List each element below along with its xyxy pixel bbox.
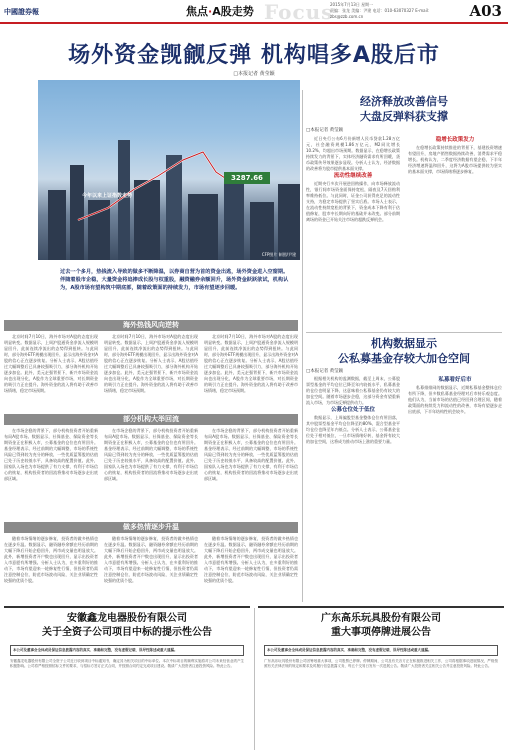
index-value-badge: 3287.66	[224, 172, 270, 184]
subsection-title: 私募看好后市	[438, 377, 472, 383]
section-3-col-3	[204, 536, 298, 602]
article-paragraph: 近期央行多次开展逆回购操作，向市场释放流动性，银行间市场资金面保持宽松，隔夜及7天回购利率维持低位。与此同时，证金公司获得充足的流动性支持，为稳定市场提供了坚实后盾。市场人士表示，在流动性持续宽松的背景下，资金成本下降有利于估值修复，股市中长期向好的基础并未改变。部分前期离场的资金已开始关注市场的超跌反弹机会。	[306, 181, 400, 222]
right-bottom-title	[306, 336, 502, 366]
ad-company-name: 安徽鑫龙电器股份有限公司	[67, 613, 187, 624]
lead-paragraph: 过去一个多月，热钱流入导致的做多不断降温，以券商自营为首的资金出逃，场外资金进入空窗期。伴随着股市企稳，大量资金将追捧成长股与权重股，融资融券余额回升，场外资金跃跃欲试，机构认为，A股市场有望构筑中期底部，随着政策面的持续发力，市场有望逐步回暖。	[60, 269, 289, 291]
issue-date: 2015年7月13日 星期一	[330, 2, 374, 7]
ad-divider	[254, 608, 255, 750]
right-top-column-2	[408, 136, 502, 332]
section-1-col-2	[104, 334, 198, 410]
section-divider	[306, 332, 502, 333]
section-bar: 海外热钱风向逆转	[4, 320, 298, 331]
section-topic: A股走势	[212, 5, 254, 18]
section-2-col-1	[4, 428, 98, 520]
right-subhead	[306, 94, 502, 124]
section-1-col-1	[4, 334, 98, 410]
right-bottom-column-1	[306, 376, 400, 602]
right-bottom-title-line2: 公私募基金存较大加仓空间	[338, 352, 470, 365]
article-paragraph: 数据显示，上周偏股型基金整体仓位有所回落，其中股票型基金平均仓位降至约80%，混合型基金平均仓位也降至年内低点。分析人士表示，公募基金仓位处于相对低位，一旦市场情绪好转，基金将有较大的加仓空间，这将成为推动市场上涨的重要力量。	[306, 415, 400, 444]
article-paragraph: 北京时间7月10日，海外市场对A股的态度出现明显转变。数据显示，上周沪股通资金净流入规模明显回升，此前连续净流出的态势得到扭转。与此同时，部分海外ETF规模出现回升，显示出海外资金对A股的信心正在逐步恢复。分析人士表示，A股估值经过大幅调整后已具备较强吸引力，部分海外机构开始逐步加仓。此外，美元走强背景下，新兴市场资金流向也出现分化，A股作为全球重要市场，对长期资金的吸引力正在提升。海外资金的流入将有助于改善市场情绪，稳定市场预期。	[4, 334, 98, 393]
article-paragraph: 北京时间7月10日，海外市场对A股的态度出现明显转变。数据显示，上周沪股通资金净流入规模明显回升，此前连续净流出的态势得到扭转。与此同时，部分海外ETF规模出现回升，显示出海外资金对A股的信心正在逐步恢复。分析人士表示，A股估值经过大幅调整后已具备较强吸引力，部分海外机构开始逐步加仓。此外，美元走强背景下，新兴市场资金流向也出现分化，A股作为全球重要市场，对长期资金的吸引力正在提升。海外资金的流入将有助于改善市场情绪，稳定市场预期。	[204, 334, 298, 393]
column-divider	[302, 90, 303, 602]
section-3-col-1	[4, 536, 98, 602]
page-header	[0, 0, 508, 24]
section-watermark: Focus	[264, 0, 334, 24]
article-paragraph: 在市场企稳的背景下，部分机构投资者开始重新布局A股市场。数据显示，社保基金、保险资金等长期资金正在积极入市，公募基金的仓位也有所回升。基金经理表示，经过前期的大幅调整，市场的系统性风险已得到较为充分的释放，一些优质蓝筹股的估值已处于历史较低水平，具备较高的配置价值。此外，国家队入场也为市场提供了有力支撑，有利于市场信心的恢复，机构投资者的回流将推动市场逐步走出底部区域。	[204, 428, 298, 481]
photo-credit: CFP图片 制图/尹建	[261, 252, 296, 257]
section-title: 焦点·A股走势	[186, 5, 254, 18]
article-paragraph: 近日央行公布6月份新增人民币贷款1.28万亿元，社会融资规模1.86万亿元，M2同比增长10.2%，均超出市场预期。数据显示，在稳增长政策持续发力的背景下，实体经济融资需求有所回暖，货币政策传导效果逐步显现。分析人士认为，经济数据的改善将为股市提供基本面支撑。	[306, 136, 400, 171]
article-paragraph: 随着市场情绪的逐步修复，投资者的做多热情也在逐步升温。数据显示，融资融券余额在经历前期的大幅下降后开始企稳回升，两市成交量也明显放大。此外，新增投资者开户数也出现回升，显示出投资者入市意愿有所增强。分析人士认为，在多重利好的推动下，市场有望迎来一轮修复性行情，但投资者仍需注意控制仓位，防范市场波动风险，关注业绩确定性较强的优质个股。	[204, 536, 298, 583]
ad-subject: 重大事项停牌进展公告	[331, 627, 431, 638]
right-top-column-1	[306, 136, 400, 332]
ad-text: 广东高乐玩具股份有限公司因筹划重大事项，公司股票已停牌。停牌期间，公司及有关各方正在积极推进相关工作，公司将根据事项进展情况，严格按照有关法律法规的规定和要求及时履行信息披露义务，每五个交易日发布一次进展公告。敬请广大投资者关注相关公告并注意投资风险。特此公告。	[264, 659, 498, 668]
page-number: A03	[469, 2, 502, 20]
subsection-title: 流动性继续改善	[333, 173, 373, 179]
right-bottom-byline: □本报记者 黄莹颖	[306, 369, 344, 374]
photo-caption: 今年以来上证指数走势	[82, 193, 133, 199]
right-subhead-line2: 大盘反弹料获支撑	[360, 110, 448, 123]
announcement-ad-left	[4, 606, 250, 750]
section-1-col-3	[204, 334, 298, 410]
article-paragraph: 随着市场情绪的逐步修复，投资者的做多热情也在逐步升温。数据显示，融资融券余额在经历前期的大幅下降后开始企稳回升，两市成交量也明显放大。此外，新增投资者开户数也出现回升，显示出投资者入市意愿有所增强。分析人士认为，在多重利好的推动下，市场有望迎来一轮修复性行情，但投资者仍需注意控制仓位，防范市场波动风险，关注业绩确定性较强的优质个股。	[4, 536, 98, 583]
ad-disclaimer: 本公司及董事会全体成员保证信息披露内容的真实、准确和完整，没有虚假记载、误导性陈述或重大遗漏。	[264, 645, 498, 656]
subsection-title: 公募仓位处于低位	[330, 407, 375, 413]
right-bottom-column-2	[408, 376, 502, 602]
right-subhead-line1: 经济释放改善信号	[360, 95, 448, 108]
article-paragraph: 在稳增长政策持续推进的背景下，基建投资增速有望回升，房地产销售数据持续改善，消费需求平稳增长。机构认为，二季度经济数据有望企稳，下半年经济增速将温和回升，这将为A股市场提供较为坚实的基本面支撑，市场情绪将逐步修复。	[408, 145, 502, 174]
subsection-title: 稳增长政策发力	[435, 137, 475, 143]
article-paragraph: 私募排排网的数据显示，近期私募基金整体仓位有所下降，但多数私募基金经理对后市持乐观态度。他们认为，当前市场的估值已经回到合理区间，随着政策面的持续发力和流动性的改善，市场有望逐步走出底部，下半年结构性机会较多。	[408, 385, 502, 414]
section-2-col-3	[204, 428, 298, 520]
section-2	[4, 414, 298, 425]
ad-text: 安徽鑫龙电器股份有限公司全资子公司近日收到项目中标通知书，确定其为相关项目的中标单位。本次中标项目的顺利实施将对公司未来经营业绩产生积极影响。公司将严格按照招标文件的要求，与招标方签订正式合同，并按照合同约定完成项目建设。敬请广大投资者注意投资风险。特此公告。	[10, 659, 244, 668]
index-trend-line	[38, 80, 300, 260]
section-bar: 部分机构大举回流	[4, 414, 298, 425]
ad-subject: 关于全资子公司项目中标的提示性公告	[42, 627, 212, 638]
announcement-ad-right	[258, 606, 504, 750]
ad-body	[4, 640, 250, 672]
ad-company-name: 广东高乐玩具股份有限公司	[321, 613, 441, 624]
market-photo	[38, 80, 300, 260]
article-paragraph: 北京时间7月10日，海外市场对A股的态度出现明显转变。数据显示，上周沪股通资金净流入规模明显回升，此前连续净流出的态势得到扭转。与此同时，部分海外ETF规模出现回升，显示出海外资金对A股的信心正在逐步恢复。分析人士表示，A股估值经过大幅调整后已具备较强吸引力，部分海外机构开始逐步加仓。此外，美元走强背景下，新兴市场资金流向也出现分化，A股作为全球重要市场，对长期资金的吸引力正在提升。海外资金的流入将有助于改善市场情绪，稳定市场预期。	[104, 334, 198, 393]
article-paragraph: 在市场企稳的背景下，部分机构投资者开始重新布局A股市场。数据显示，社保基金、保险资金等长期资金正在积极入市，公募基金的仓位也有所回升。基金经理表示，经过前期的大幅调整，市场的系统性风险已得到较为充分的释放，一些优质蓝筹股的估值已处于历史较低水平，具备较高的配置价值。此外，国家队入场也为市场提供了有力支撑，有利于市场信心的恢复，机构投资者的回流将推动市场逐步走出底部区域。	[4, 428, 98, 481]
ad-disclaimer: 本公司及董事会全体成员保证信息披露内容的真实、准确和完整，没有虚假记载、误导性陈述或重大遗漏。	[10, 645, 244, 656]
section-3	[4, 522, 298, 533]
section-label: 焦点	[186, 5, 208, 18]
article-paragraph: 随着市场情绪的逐步修复，投资者的做多热情也在逐步升温。数据显示，融资融券余额在经历前期的大幅下降后开始企稳回升，两市成交量也明显放大。此外，新增投资者开户数也出现回升，显示出投资者入市意愿有所增强。分析人士认为，在多重利好的推动下，市场有望迎来一轮修复性行情，但投资者仍需注意控制仓位，防范市场波动风险，关注业绩确定性较强的优质个股。	[104, 536, 198, 583]
section-3-col-2	[104, 536, 198, 602]
article-paragraph: 在市场企稳的背景下，部分机构投资者开始重新布局A股市场。数据显示，社保基金、保险资金等长期资金正在积极入市，公募基金的仓位也有所回升。基金经理表示，经过前期的大幅调整，市场的系统性风险已得到较为充分的释放，一些优质蓝筹股的估值已处于历史较低水平，具备较高的配置价值。此外，国家队入场也为市场提供了有力支撑，有利于市场信心的恢复，机构投资者的回流将推动市场逐步走出底部区域。	[104, 428, 198, 481]
header-meta	[330, 2, 450, 20]
right-bottom-title-line1: 机构数据显示	[371, 337, 437, 350]
section-bar: 做多热情逐步升温	[4, 522, 298, 533]
main-headline: 场外资金觊觎反弹 机构唱多A股后市	[68, 43, 440, 68]
section-1	[4, 320, 298, 331]
right-byline: □本报记者 黄莹颖	[306, 128, 344, 133]
ad-body	[258, 640, 504, 672]
article-paragraph: 根据相关机构的监测数据，截至上周末，公募股票型基金的平均仓位已降至年内较低水平，私募基金的仓位也明显下降，这意味着公私募基金仍有较大的加仓空间。随着市场逐步企稳，这部分资金有望重新流入市场，为市场反弹提供动力。	[306, 376, 400, 405]
main-byline: □本报记者 黄莹颖	[233, 71, 275, 77]
section-2-col-2	[104, 428, 198, 520]
newspaper-name: 中國證券報	[4, 7, 39, 16]
editor-info: 责编：张龙 美编：尹建 电话：010-63070327 E-mail：zbs@zzb.com.cn	[330, 8, 432, 19]
